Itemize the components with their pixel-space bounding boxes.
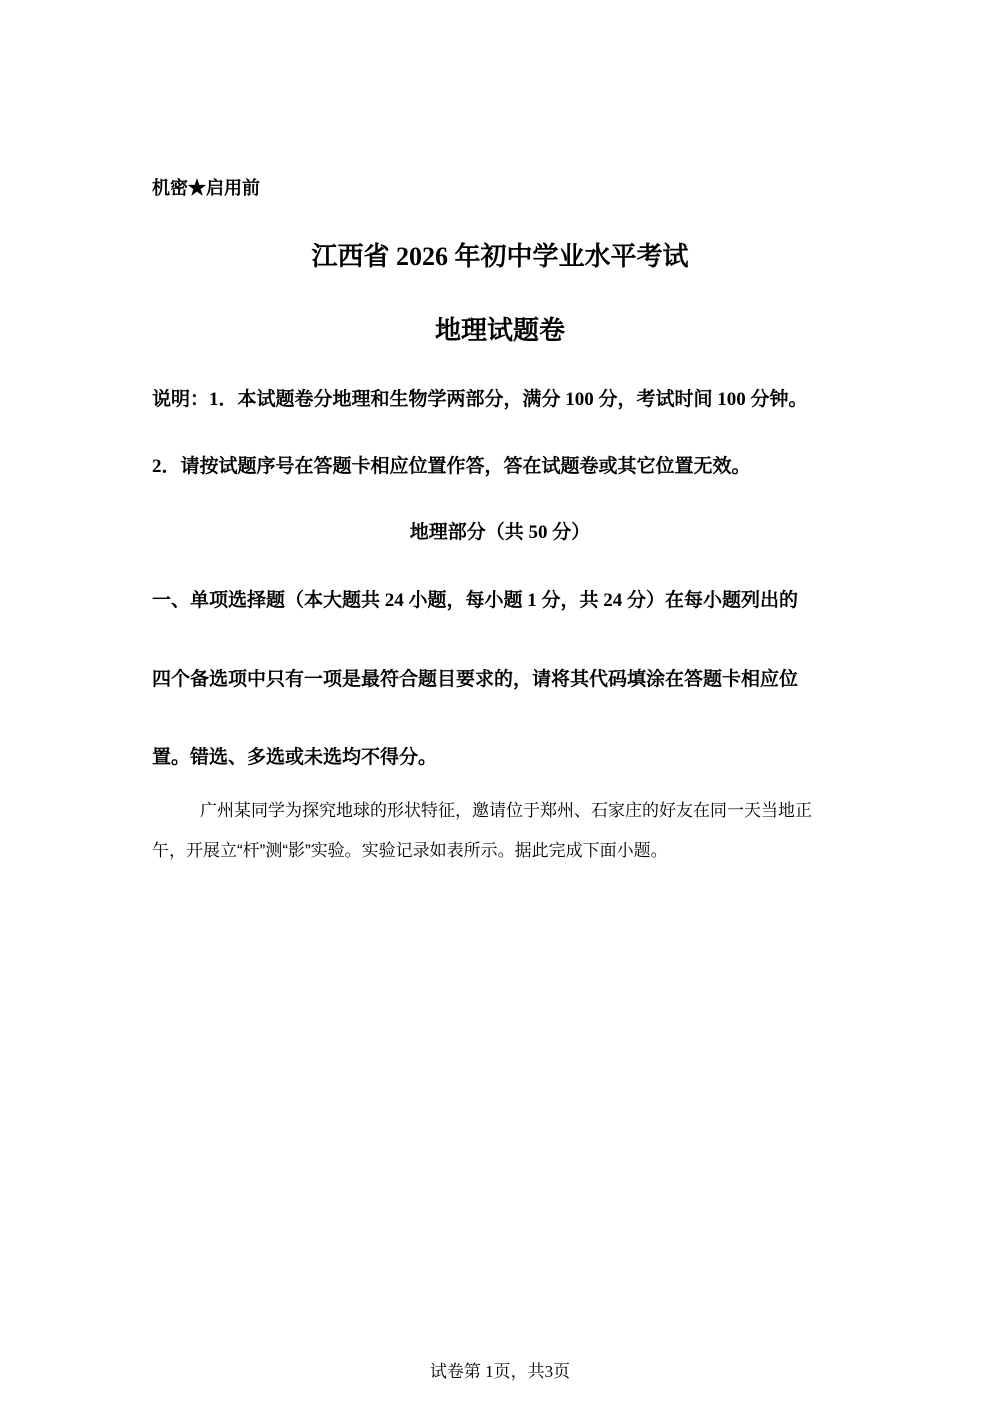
question-section-line-1: 一、单项选择题（本大题共 24 小题，每小题 1 分，共 24 分）在每小题列出的 (152, 590, 799, 611)
confidential-label: 机密★启用前 (152, 178, 260, 198)
exam-subtitle: 地理试题卷 (434, 316, 565, 345)
instruction-line-1: 说明：1．本试题卷分地理和生物学两部分，满分 100 分，考试时间 100 分钟。 (152, 389, 808, 410)
page-footer: 试卷第 1页，共3页 (429, 1362, 571, 1381)
passage-line-1: 广州某同学为探究地球的形状特征，邀请位于郑州、石家庄的好友在同一天当地正 (200, 801, 812, 820)
passage-line-2: 午，开展立“杆”测“影”实验。实验记录如表所示。据此完成下面小题。 (152, 841, 668, 860)
question-section-line-3: 置。错选、多选或未选均不得分。 (152, 747, 438, 768)
exam-title: 江西省 2026 年初中学业水平考试 (311, 242, 689, 271)
question-section-line-2: 四个备选项中只有一项是最符合题目要求的，请将其代码填涂在答题卡相应位 (152, 669, 799, 690)
instruction-line-2: 2．请按试题序号在答题卡相应位置作答，答在试题卷或其它位置无效。 (152, 456, 751, 477)
section-title: 地理部分（共 50 分） (409, 522, 591, 543)
